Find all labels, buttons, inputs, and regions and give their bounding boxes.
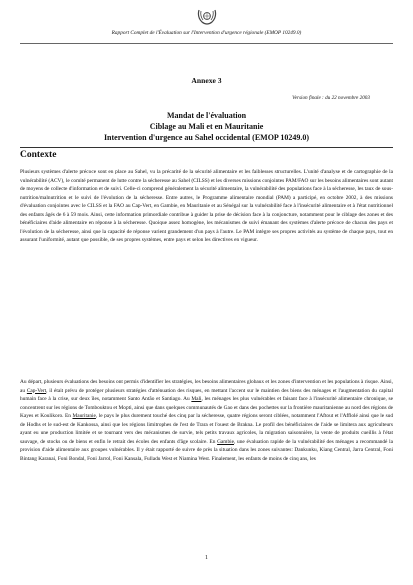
paragraph-text: , une évaluation rapide de la vulnérabilité des ménages a recommandé la provision d'aide alimentaire aux groupes vulnérables. Il y était rapporté de suivre de près la situation dans les zones suivantes: Dankunku, Kiang Central, Jarra Central, Foni Bintang Karanai, Foni Bondal, Foni Jarrol, Foni Kansala, Fulladu West et Niamina West. Finalement, les enfants de moins de cinq ans, les <box>20 438 393 462</box>
mandate-subtitle: Ciblage au Mali et en Mauritanie <box>149 122 264 131</box>
header-divider <box>20 43 393 44</box>
wfp-logo-icon <box>196 8 218 26</box>
mandate-intervention: Intervention d'urgence au Sahel occidental (EMOP 10249.0) <box>103 133 310 142</box>
paragraph-text: , les ménages les plus vulnérables et faisant face à l'insécurité alimentaire chronique, se concentrent sur les régions de Tombouktou et Mopti, ainsi que dans quelques communautés de Gao et dans des pochettes sur la frontière mauritanienne au nord des régions de Kayes et Koulikoro. En <box>20 396 393 420</box>
paragraph-text: , le pays le plus durement touché des cinq par la sécheresse, quatre régions seront ciblées, notamment l'Aftout et l'Afflolé ainsi que le sud de Hodhs et le sud-est de Kankossa, ainsi que les régions limitrophes de l'est de Trara et l'ouest de Brakna. Le profil des bénéficiaires de l'aide se limitera aux agriculteurs ayant eu une production limitée et se tournant vers des mécanismes de survie, tels petits travaux agricoles, la migration saisonnière, la vente de produits cueillis à l'état sauvage, de stocks ou de biens et enfin le retrait des écoles des enfants d'âge scolaire. En <box>20 413 394 445</box>
paragraph-text: Au départ, plusieurs évaluations des besoins ont permis d'identifier les stratégies, les besoins alimentaires globaux et les zones d'intervention et les populations à risque. Ainsi, au <box>20 379 393 394</box>
page-number: 1 <box>205 555 208 561</box>
running-header: Rapport Complet de l'Évaluation sur l'Intervention d'urgence régionale (EMOP 10249.0) <box>111 30 302 36</box>
country-link-mauritanie: Mauritanie <box>72 413 96 420</box>
paragraph-context: Plusieurs systèmes d'alerte précoce sont en place au Sahel, vu la précarité de la sécurité alimentaire et les faiblesses structurelles. L'unité d'analyse et de cartographie de la vulnérabilité (ACV), le comité permanent de lutte contre la sécheresse au Sahel (CILSS) et les diverses missions conjointes PAM/FAO sur les besoins alimentaires sont autant de moyens de collecte d'information et de suivi. Celle-ci comprend généralement la sécurité alimentaire, la vulnérabilité des populations face à la sécheresse, les taux de sous-nutrition/malnutrition et le suivi de l'évolution de la sécheresse. Entre autres, le Programme alimentaire mondial (PAM) a participé, en octobre 2002, à des missions d'évaluation conjointes avec le CILSS et la FAO au Cap-Vert, en Gambie, en Mauritanie et au Sénégal sur la vulnérabilité face à l'insécurité alimentaire et à l'état nutritionnel des enfants âgés de 6 à 59 mois. Ainsi, cette information primordiale contribue à guider la prise de décision face à la conjoncture, notamment pour le ciblage des zones et des bénéficiaires d'aide alimentaire en réponse à la sécheresse. Quoique assez homogène, les mécanismes de suivi émanant des systèmes d'alerte précoce de chacun des pays et l'évolution de la sécheresse, ainsi que la capacité de réponse varient grandement d'un pays à l'autre. Le PAM intègre ses propres activités au système de chaque pays, tout en assurant l'uniformité, autant que possible, de ses propres systèmes, entre pays et selon les directives en vigueur. <box>20 169 393 244</box>
mandate-heading <box>0 110 413 143</box>
paragraph-text: , il était prévu de protéger plusieurs stratégies d'atténuation des risques, en mettant l'accent sur le maintien des biens des ménages et l'augmentation du capital humain face à la crise, sur deux îles, notamment Santo Antão et Santiago. Au <box>20 387 393 403</box>
section-title: Contexte <box>20 150 57 160</box>
country-link-mali: Mali <box>191 396 202 403</box>
country-link-gambie: Gambie <box>217 438 234 445</box>
annex-title: Annexe 3 <box>191 76 222 85</box>
mandate-title: Mandat de l'évaluation <box>166 111 247 120</box>
country-link-cap-vert: Cap-Vert <box>26 387 47 394</box>
mandate-divider <box>20 147 393 148</box>
version-note: Version finale : du 22 novembre 2003 <box>292 95 370 101</box>
paragraph-evaluations <box>20 378 393 463</box>
